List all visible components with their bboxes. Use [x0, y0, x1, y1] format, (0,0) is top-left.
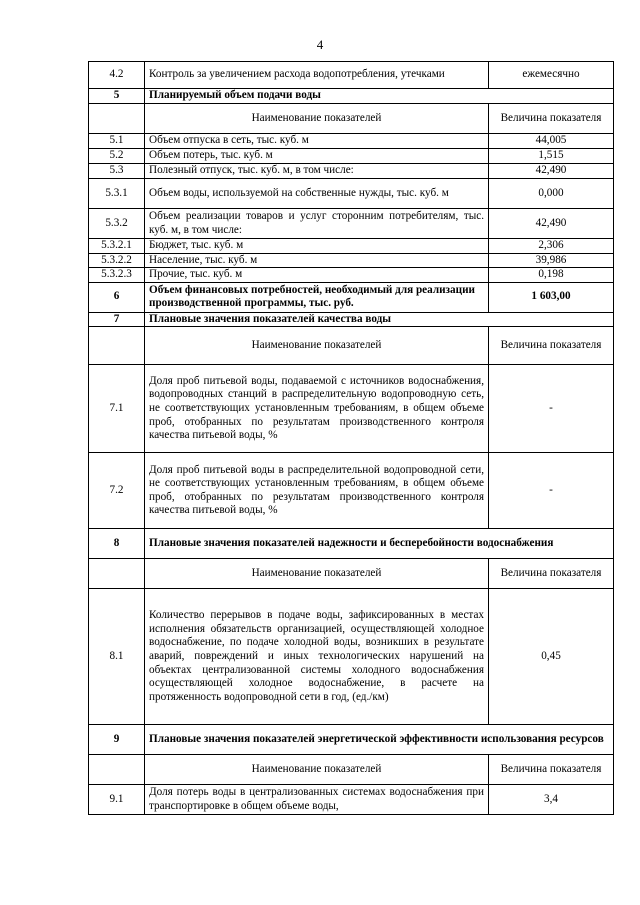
table-row	[89, 282, 614, 312]
row-value: 0,000	[489, 179, 614, 209]
row-number: 8.1	[89, 589, 145, 725]
section-number: 5	[89, 89, 145, 104]
header-empty-cell	[89, 559, 145, 589]
section-number: 7	[89, 312, 145, 327]
header-empty-cell	[89, 327, 145, 365]
table-row	[89, 149, 614, 164]
header-name: Наименование показателей	[145, 559, 489, 589]
page-number: 4	[316, 37, 324, 52]
header-value: Величина показателя	[489, 104, 614, 134]
section-title: Плановые значения показателей энергетической эффективности использования ресурсов	[145, 725, 614, 755]
row-number: 5.1	[89, 134, 145, 149]
row-value: 44,005	[489, 134, 614, 149]
row-name: Объем реализации товаров и услуг сторонним потребителям, тыс. куб. м, в том числе:	[145, 209, 489, 239]
section-number: 8	[89, 529, 145, 559]
table-row	[89, 589, 614, 725]
section-title: Плановые значения показателей качества воды	[145, 312, 614, 327]
row-name: Доля проб питьевой воды в распределительной водопроводной сети, не соответствующих установленным требованиям, в общем объеме проб, отобранных по результатам производственного контроля качества питьевой воды, %	[145, 453, 489, 529]
header-row	[89, 327, 614, 365]
row-number: 5.3.1	[89, 179, 145, 209]
indicators-table	[88, 61, 614, 815]
table-row	[89, 268, 614, 283]
row-number: 5.3.2.2	[89, 253, 145, 268]
row-value: ежемесячно	[489, 62, 614, 89]
row-name: Объем потерь, тыс. куб. м	[145, 149, 489, 164]
section-row	[89, 529, 614, 559]
row-name: Количество перерывов в подаче воды, зафиксированных в местах исполнения обязательств организацией, осуществляющей холодное водоснабжение, по подаче холодной воды, возникших в результате аварий, повреждений и иных технологических нарушений на объектах централизованной системы холодного водоснабжения осуществляющей холодное водоснабжение, в расчете на протяженность водопроводной сети в год, (ед./км)	[145, 589, 489, 725]
table-row	[89, 209, 614, 239]
row-value: 42,490	[489, 209, 614, 239]
table-row	[89, 239, 614, 254]
row-name: Полезный отпуск, тыс. куб. м, в том числе:	[145, 164, 489, 179]
section-row	[89, 725, 614, 755]
row-number: 5.3.2.3	[89, 268, 145, 283]
row-value: 0,198	[489, 268, 614, 283]
row-name: Контроль за увеличением расхода водопотребления, утечками	[145, 62, 489, 89]
row-number: 6	[89, 282, 145, 312]
header-row	[89, 104, 614, 134]
row-value: 2,306	[489, 239, 614, 254]
table-row	[89, 62, 614, 89]
row-number: 4.2	[89, 62, 145, 89]
header-empty-cell	[89, 755, 145, 785]
section-row	[89, 89, 614, 104]
table-row	[89, 453, 614, 529]
row-number: 5.3.2	[89, 209, 145, 239]
row-name: Прочие, тыс. куб. м	[145, 268, 489, 283]
row-name: Население, тыс. куб. м	[145, 253, 489, 268]
row-value: 1 603,00	[489, 282, 614, 312]
row-name: Объем финансовых потребностей, необходимый для реализации производственной программы, тыс. руб.	[145, 282, 489, 312]
row-value: 3,4	[489, 785, 614, 815]
row-value: -	[489, 365, 614, 453]
row-number: 5.3.2.1	[89, 239, 145, 254]
header-name: Наименование показателей	[145, 755, 489, 785]
section-title: Плановые значения показателей надежности и бесперебойности водоснабжения	[145, 529, 614, 559]
row-number: 5.3	[89, 164, 145, 179]
row-value: 39,986	[489, 253, 614, 268]
row-number: 9.1	[89, 785, 145, 815]
row-number: 7.2	[89, 453, 145, 529]
row-name: Доля потерь воды в централизованных системах водоснабжения при транспортировке в общем объеме воды,	[145, 785, 489, 815]
row-name: Бюджет, тыс. куб. м	[145, 239, 489, 254]
section-row	[89, 312, 614, 327]
row-name: Объем отпуска в сеть, тыс. куб. м	[145, 134, 489, 149]
header-value: Величина показателя	[489, 755, 614, 785]
table-row	[89, 785, 614, 815]
header-value: Величина показателя	[489, 559, 614, 589]
row-value: 1,515	[489, 149, 614, 164]
table-row	[89, 253, 614, 268]
header-row	[89, 755, 614, 785]
header-name: Наименование показателей	[145, 327, 489, 365]
header-row	[89, 559, 614, 589]
header-empty-cell	[89, 104, 145, 134]
header-name: Наименование показателей	[145, 104, 489, 134]
row-name: Объем воды, используемой на собственные нужды, тыс. куб. м	[145, 179, 489, 209]
table-row	[89, 365, 614, 453]
table-row	[89, 179, 614, 209]
row-value: 42,490	[489, 164, 614, 179]
row-name: Доля проб питьевой воды, подаваемой с источников водоснабжения, водопроводных станций в распределительную водопроводную сеть, не соответствующих установленным требованиям, в общем объеме проб, отобранных по результатам производственного контроля качества питьевой воды, %	[145, 365, 489, 453]
row-value: 0,45	[489, 589, 614, 725]
row-number: 7.1	[89, 365, 145, 453]
header-value: Величина показателя	[489, 327, 614, 365]
section-number: 9	[89, 725, 145, 755]
row-number: 5.2	[89, 149, 145, 164]
table-row	[89, 164, 614, 179]
section-title: Планируемый объем подачи воды	[145, 89, 614, 104]
table-row	[89, 134, 614, 149]
row-value: -	[489, 453, 614, 529]
